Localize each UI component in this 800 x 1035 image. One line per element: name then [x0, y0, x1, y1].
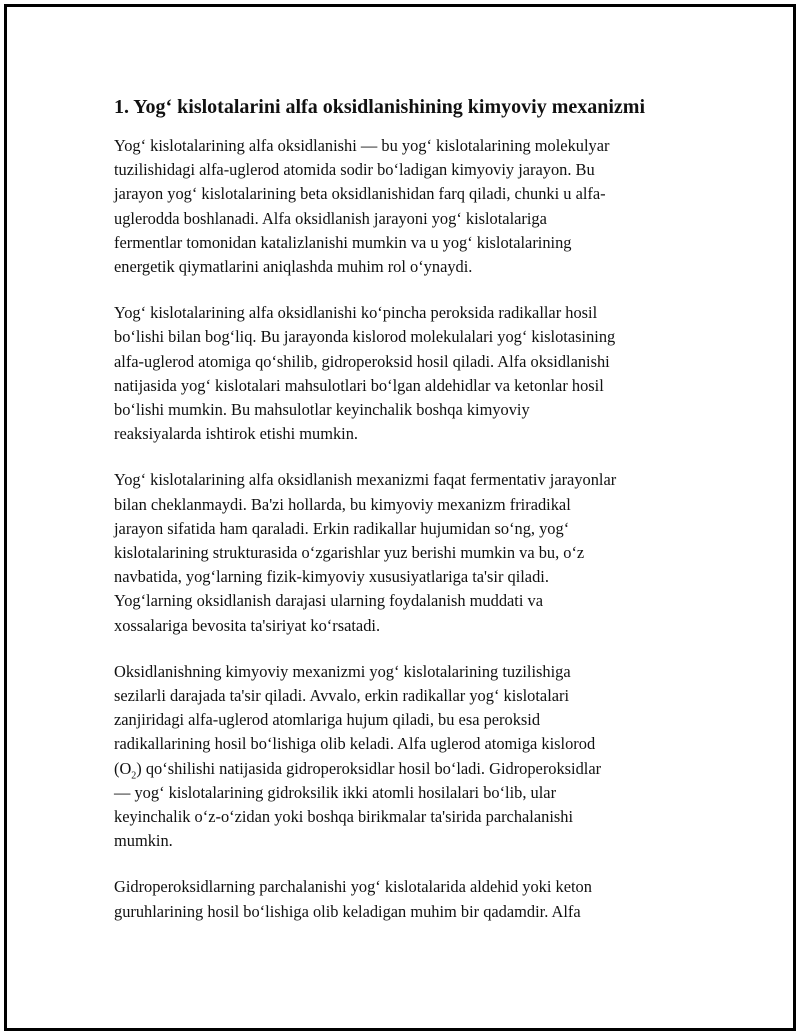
text-line: bilan cheklanmaydi. Ba'zi hollarda, bu kimyoviy mexanizm friradikal	[114, 494, 571, 514]
paragraph-3	[114, 468, 689, 637]
text-line: navbatida, yog‘larning fizik-kimyoviy xususiyatlariga ta'sir qiladi.	[114, 567, 549, 587]
text-line: fermentlar tomonidan katalizlanishi mumkin va u yog‘ kislotalarining	[114, 232, 572, 252]
text-line: Yog‘ kislotalarining alfa oksidlanishi ko‘pincha peroksida radikallar hosil	[114, 303, 598, 323]
section-heading: 1. Yog‘ kislotalarini alfa oksidlanishining kimyoviy mexanizmi	[114, 96, 646, 118]
text-line: bo‘lishi bilan bog‘liq. Bu jarayonda kislorod molekulalari yog‘ kislotasining	[114, 327, 616, 347]
text-line: zanjiridagi alfa-uglerod atomlariga hujum qiladi, bu esa peroksid	[114, 710, 541, 730]
text-line: Yog‘ kislotalarining alfa oksidlanishi — bu yog‘ kislotalarining molekulyar	[114, 136, 610, 155]
text-line: reaksiyalarda ishtirok etishi mumkin.	[114, 424, 358, 444]
text-line: alfa-uglerod atomiga qo‘shilib, gidroperoksid hosil qiladi. Alfa oksidlanishi	[114, 351, 610, 371]
text-line: keyinchalik o‘z-o‘zidan yoki boshqa birikmalar ta'sirida parchalanishi	[114, 807, 574, 827]
formula-line	[114, 757, 689, 781]
document-body	[114, 92, 689, 946]
oxygen-formula	[114, 758, 142, 781]
text-line: guruhlarining hosil bo‘lishiga olib keladigan muhim bir qadamdir. Alfa	[114, 901, 581, 921]
text-line: Yog‘ kislotalarining alfa oksidlanish mexanizmi faqat fermentativ jarayonlar	[114, 470, 617, 490]
text-line: sezilarli darajada ta'sir qiladi. Avvalo, erkin radikallar yog‘ kislotalari	[114, 686, 570, 706]
formula-open: (O	[114, 758, 132, 778]
text-line: Oksidlanishning kimyoviy mexanizmi yog‘ kislotalarining tuzilishiga	[114, 661, 571, 681]
text-line: kislotalarining strukturasida o‘zgarishlar yuz berishi mumkin va bu, o‘z	[114, 543, 585, 563]
paragraph-2	[114, 301, 689, 446]
text-line: uglerodda boshlanadi. Alfa oksidlanish jarayoni yog‘ kislotalariga	[114, 208, 547, 228]
formula-subscript: 2	[131, 769, 137, 781]
paragraph-1	[114, 134, 689, 279]
text-line: Yog‘larning oksidlanish darajasi ularning foydalanish muddati va	[114, 591, 543, 611]
text-line: bo‘lishi mumkin. Bu mahsulotlar keyinchalik boshqa kimyoviy	[114, 400, 530, 420]
text-line: tuzilishidagi alfa-uglerod atomida sodir bo‘ladigan kimyoviy jarayon. Bu	[114, 160, 595, 180]
text-line: jarayon yog‘ kislotalarining beta oksidlanishidan farq qiladi, chunki u alfa-	[114, 184, 606, 204]
formula-rest-text: qo‘shilishi natijasida gidroperoksidlar hosil bo‘ladi. Gidroperoksidlar	[141, 758, 602, 778]
text-line: xossalariga bevosita ta'siriyat ko‘rsatadi.	[114, 615, 381, 635]
paragraph-4	[114, 660, 689, 854]
text-line: energetik qiymatlarini aniqlashda muhim rol o‘ynaydi.	[114, 257, 473, 277]
text-line: radikallarining hosil bo‘lishiga olib keladi. Alfa uglerod atomiga kislorod	[114, 734, 596, 754]
text-line: — yog‘ kislotalarining gidroksilik ikki atomli hosilalari bo‘lib, ular	[114, 782, 557, 802]
text-line: mumkin.	[114, 831, 173, 851]
text-line: jarayon sifatida ham qaraladi. Erkin radikallar hujumidan so‘ng, yog‘	[114, 518, 570, 538]
paragraph-5	[114, 875, 689, 923]
text-line: natijasida yog‘ kislotalari mahsulotlari bo‘lgan aldehidlar va ketonlar hosil	[114, 375, 604, 395]
formula-close: )	[136, 758, 142, 778]
text-line: Gidroperoksidlarning parchalanishi yog‘ kislotalarida aldehid yoki keton	[114, 877, 592, 897]
